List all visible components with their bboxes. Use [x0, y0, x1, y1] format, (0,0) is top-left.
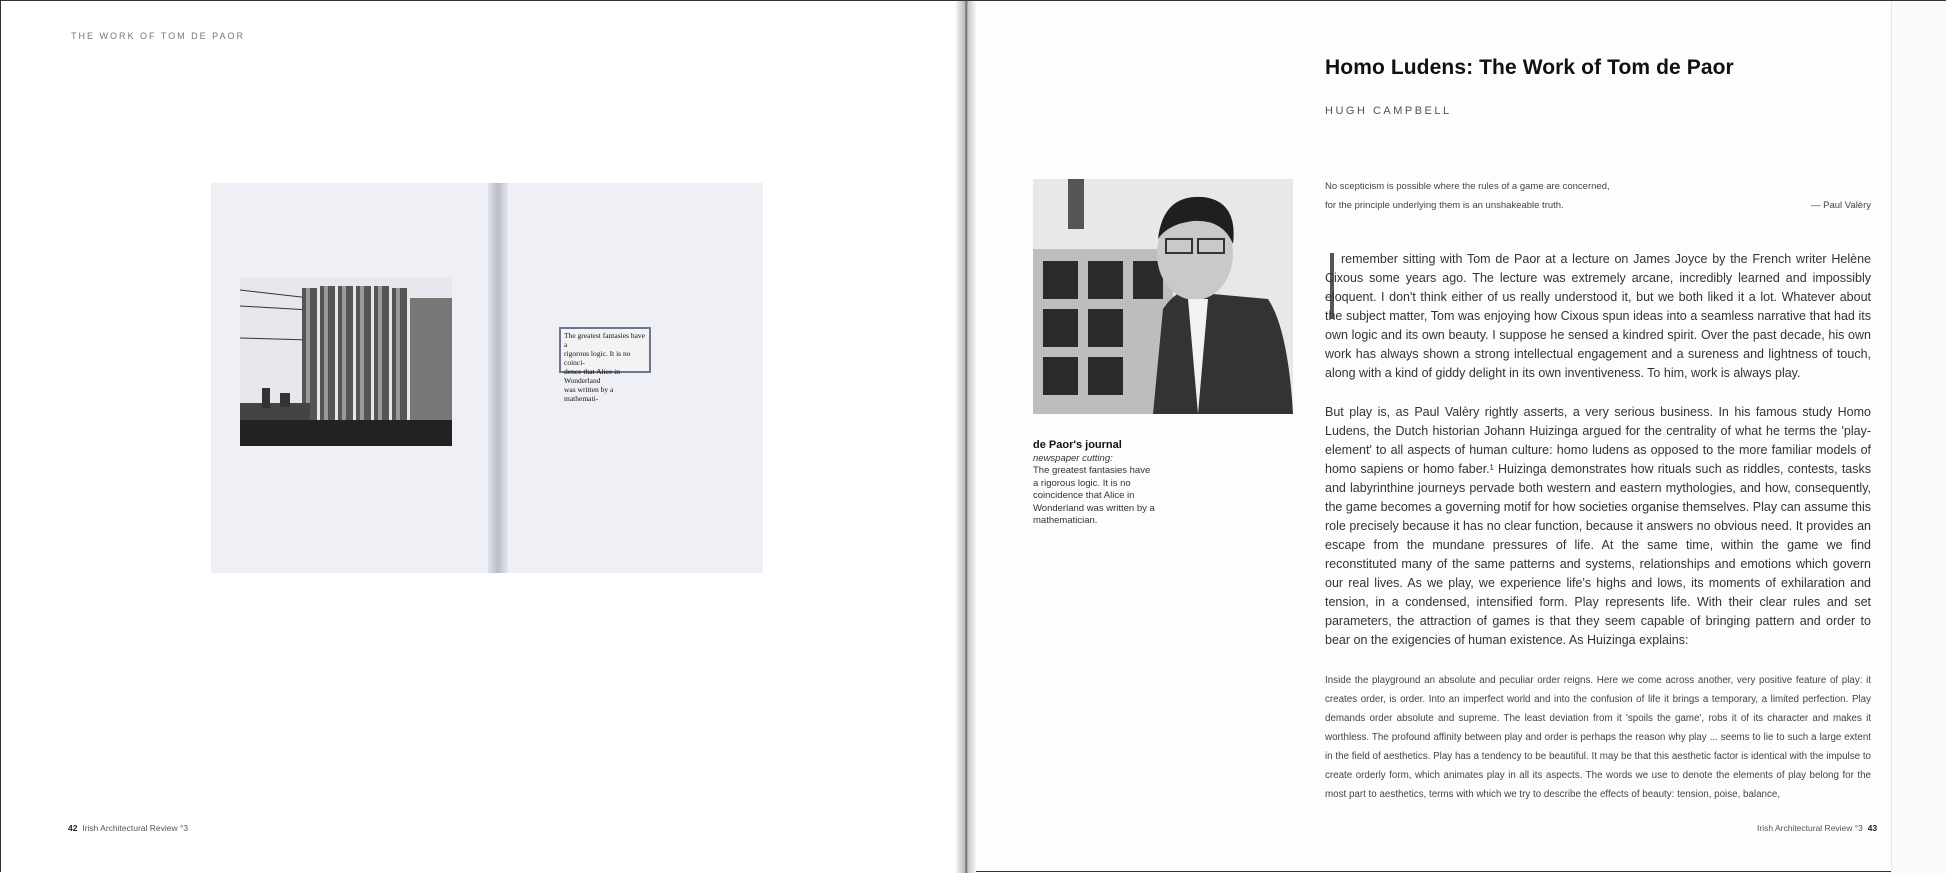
silo-photograph [240, 278, 452, 446]
paragraph-1-text: remember sitting with Tom de Paor at a lecture on James Joyce by the French writer Helène Cixous some years ago. The lecture was extremely arcane, incredibly learned and impossibly eloquent. I don't think either of us really understood it, but we both liked it a lot. Whatever about the subject matter, Tom was enjoying how Cixous spun ideas into a seamless narrative that had its own logic and its own beauty. I suppose he sensed a kindred spirit. Over the past decade, his own work has always shown a strong intellectual engagement and a sureness and lightness of touch, along with a kind of giddy delight in its own inventiveness. To him, work is always play. [1325, 252, 1871, 380]
clipping-line: dence that Alice in Wonderland [564, 367, 621, 385]
paragraph-2 [1325, 403, 1871, 650]
publication-name: Irish Architectural Review °3 [82, 823, 189, 833]
clipping-line: was written by a mathemati- [564, 385, 614, 403]
epigraph-attribution: — Paul Valèry [1810, 200, 1871, 211]
page-number: 42 [68, 823, 78, 833]
epigraph-line: for the principle underlying them is an unshakeable truth. [1325, 200, 1564, 211]
caption-text: The greatest fantasies have a rigorous logic. It is no coincidence that Alice in Wonderland was written by a mathematician. [1033, 465, 1155, 526]
epigraph [1325, 177, 1871, 215]
paragraph-2-text: But play is, as Paul Valèry rightly asserts, a very serious business. In his famous study Homo Ludens, the Dutch historian Johann Huizinga argued for the centrality of what he terms the 'play-element' to all aspects of human culture: homo ludens as opposed to the more familiar models of homo sapiens or homo faber.¹ Huizinga demonstrates how rituals such as riddles, contests, tasks and labyrinthine journeys pervade both western and eastern mythologies, and how, consequently, the game becomes a governing motif for how societies organise themselves. Play can assume this role precisely because it has no clear function, because it answers no obvious need. It provides an escape from the mundane pressures of life. At the same time, within the game we find reconstituted many of the same patterns and systems, relationships and emotions which govern our real lives. As we play, we experience life's highs and lows, its moments of exhilaration and tension, in a condensed, intensified form. Play represents life. With their clear rules and set parameters, the attraction of games is that they seem capable of bringing pattern and order to bear on the exigencies of human existence. As Huizinga explains: [1325, 405, 1871, 647]
silo-illustration [240, 278, 452, 446]
epigraph-line: No scepticism is possible where the rules of a game are concerned, [1325, 181, 1610, 192]
page-number: 43 [1867, 823, 1878, 833]
journal-spine [488, 183, 508, 573]
caption-title: de Paor's journal [1033, 439, 1122, 451]
block-quote [1325, 671, 1871, 804]
journal-image [211, 183, 763, 573]
portrait-illustration [1033, 179, 1293, 414]
publication-name: Irish Architectural Review °3 [1757, 823, 1863, 833]
page-fore-edge [1891, 1, 1946, 873]
photo-caption [1033, 439, 1158, 528]
running-head: THE WORK OF TOM DE PAOR [71, 31, 246, 41]
clipping-line: The greatest fantasies have a [564, 331, 646, 349]
author-portrait [1033, 179, 1293, 414]
folio-right [1757, 823, 1877, 833]
author-byline: HUGH CAMPBELL [1325, 105, 1452, 117]
block-quote-text: Inside the playground an absolute and peculiar order reigns. Here we come across another, very positive feature of play: it creates order, is order. Into an imperfect world and into the confusion of life it brings a temporary, a limited perfection. Play demands order absolute and supreme. The least deviation from it 'spoils the game', robs it of its character and makes it worthless. The profound affinity between play and order is perhaps the reason why play ... seems to lie to such a large extent in the field of aesthetics. Play has a tendency to be beautiful. It may be that this aesthetic factor is identical with the impulse to create orderly form, which animates play in all its aspects. The words we use to denote the elements of play belong for the most part to aesthetics, terms with which we try to describe the effects of beauty: tension, poise, balance, [1325, 675, 1871, 800]
book-gutter [956, 1, 976, 873]
newspaper-clipping [561, 329, 649, 403]
clipping-line: rigorous logic. It is no coinci- [564, 349, 631, 367]
folio-left [68, 823, 188, 833]
paragraph-1 [1325, 250, 1871, 383]
caption-subtitle: newspaper cutting: [1033, 452, 1113, 464]
left-page [1, 1, 963, 873]
article-title: Homo Ludens: The Work of Tom de Paor [1325, 56, 1734, 79]
